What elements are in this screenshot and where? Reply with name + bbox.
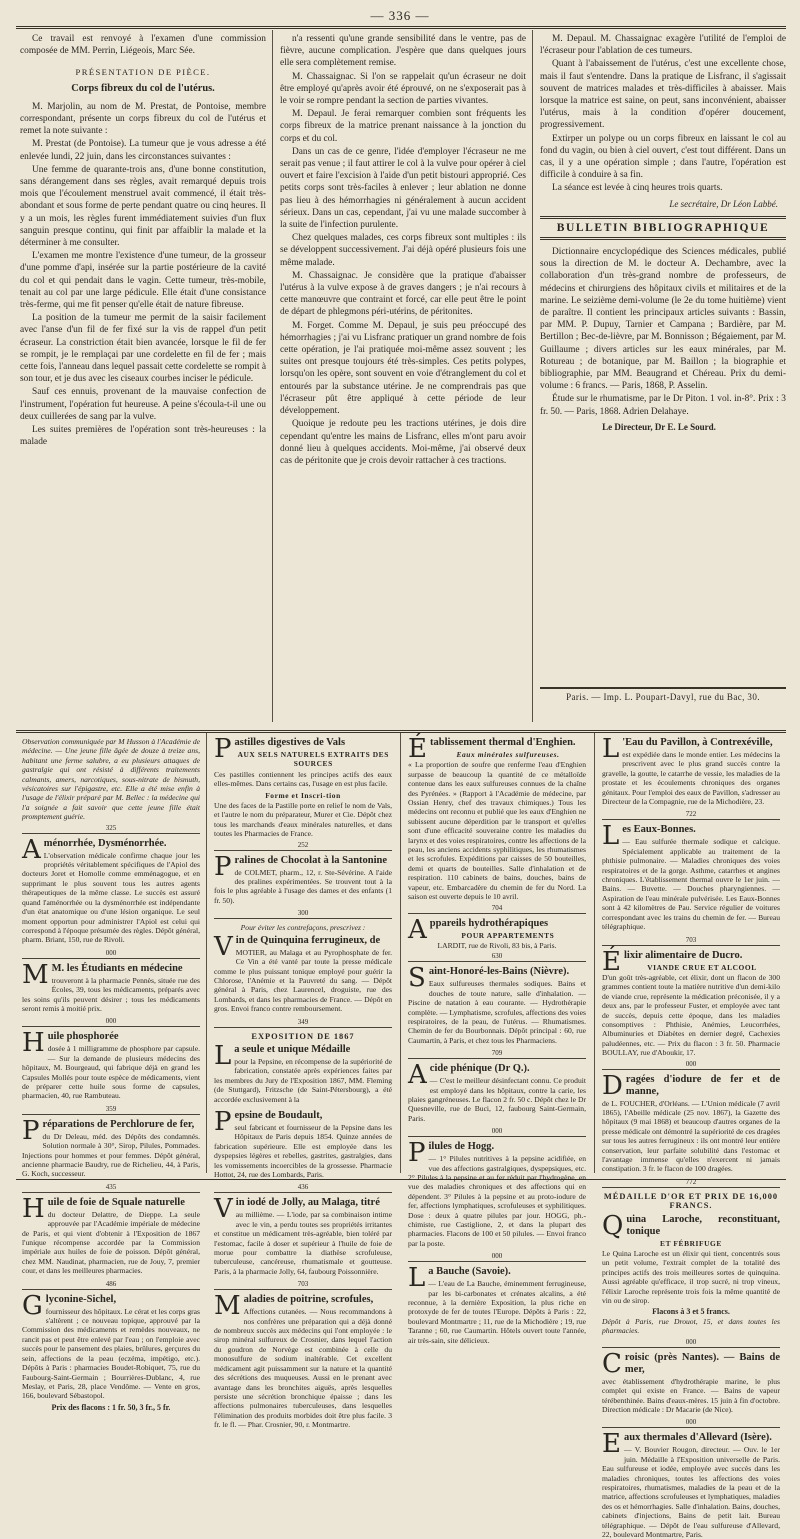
- ad-text: Affections cutanées. — Nous recommandons à nos confrères une préparation qui a déjà donné de nombreux succès aux médecins qui l'ont employée : le sirop minéral sulfureux de Crosnier, dans lequel l'action du goudron de Norvège est combinée à celle du monosulfure de sodium inaltérable. Cet excellent médicament agit puissamment sur la nature et la quantité des sécrétions des muqueuses. Aussi en le prenant avec avantage dans les bronchites aiguës, après lesquelles persiste une sécrétion bronchique épaisse ; dans les affections pulmonaires tuberculeuses, dans lesquelles l'élimination des produits morbides doit être plus facile. 3 fr. le fl. — Phar. Crosnier, 90, r. Montmartre.: [214, 1307, 392, 1430]
- ad-column-3: [408, 734, 586, 1345]
- advertisement: [602, 821, 780, 945]
- paragraph: M. Prestat (de Pontoise). La tumeur que je vous adresse a été enlevée lundi, 22 juin, dans les circonstances suivantes :: [20, 139, 266, 162]
- ad-number: 000: [602, 1060, 780, 1070]
- ad-number: 359: [22, 1105, 200, 1115]
- paragraph: M. Forget. Comme M. Depaul, je suis peu préoccupé des hémorrhagies ; j'ai vu Lisfranc pratiquer un grand nombre de fois cette opération, je l'ai pratiquée moi-même assez souvent ; les suites ont presque toujours été très-simples. Ces petits polypes, lorsqu'on les opère, sont souvent en voie d'étranglement du col et entourés par la substance utérine. Je ne comprendrais pas que l'écraseur pût être appliqué à cette période de leur développement.: [280, 320, 526, 417]
- drop-cap: H: [22, 1193, 45, 1224]
- advertisement: [602, 1070, 780, 1188]
- ad-subheading: AUX SELS NATURELS EXTRAITS DES SOURCES: [237, 750, 389, 769]
- paragraph: M. Chassaignac. Je considère que la pratique d'abaisser l'utérus à la vulve expose à de graves dangers ; je n'ai recours à cette manœuvre que contraint et forcé, car elle peut être le point de départ de phlegmons péri-utérins, de péritonites.: [280, 270, 526, 318]
- drop-cap: A: [22, 834, 41, 865]
- ad-heading: tablissement thermal d'Enghien.: [429, 737, 576, 748]
- advertisement: [408, 734, 586, 914]
- advertisement: [22, 959, 200, 1028]
- ad-column-4: [602, 734, 780, 1539]
- drop-cap: C: [602, 1348, 622, 1379]
- article-column-3: [540, 33, 786, 683]
- ad-text: de L. FOUCHER, d'Orléans. — L'Union médicale (7 avril 1865), l'Abeille médicale (25 nov. 1867), la Gazette des hôpitaux (9 mai 1868) et beaucoup d'autres organes de la presse médicale ont démontré la supériorité de ces dragées sur tous les autres ferrugineux : ils ont montré leur entière conservation, leur parfaite solubilité dans l'estomac et l'avantage immense qu'elles n'exercent ni jamais constipation. 3 fr. le flacon de 100 dragées.: [602, 1098, 780, 1174]
- ad-text: — C'est le meilleur désinfectant connu. Ce produit est employé dans les hôpitaux, contre la carie, les plaies gangréneuses. Le flacon 2 fr. 50 c. Dépôt chez le Dr Quesneville, rue de Buci, 12, faubourg Saint-Germain, Paris.: [408, 1076, 586, 1123]
- ad-heading: a Bauche (Savoie).: [428, 1266, 511, 1278]
- ad-text: Eaux sulfureuses thermales sodiques. Bains et douches de toute nature, salle d'inhalation. — Piscine de natation à eau courante. — Hydrothérapie complète. — Lymphatisme, scrofules, affections des voies respiratoires, de la peau, de l'utérus. — Rhumatismes. Chemin de fer du Bourbonnais. Dépôt principal : 60, rue Caumartin, à Paris, et chez tous les Pharmaciens.: [408, 979, 586, 1045]
- ad-subheading: VIANDE CRUE ET ALCOOL: [647, 962, 757, 972]
- drop-cap: Q: [602, 1210, 624, 1241]
- advertisement: [22, 1193, 200, 1290]
- paragraph: Les suites premières de l'opération sont très-heureuses : la malade: [20, 425, 266, 448]
- advertisement: [602, 946, 780, 1070]
- ad-subheading: Forme et Inscri-tion: [265, 790, 341, 800]
- ad-note: Pour éviter les contrefaçons, prescrivez :: [240, 923, 366, 933]
- section-title: PRÉSENTATION DE PIÈCE.: [75, 67, 211, 78]
- drop-cap: H: [22, 1028, 45, 1059]
- exposition-heading: MÉDAILLE D'OR ET PRIX DE 16,000 FRANCS.: [603, 1191, 779, 1211]
- paragraph: Quant à l'abaissement de l'utérus, c'est une excellente chose, mais il faut s'entendre. Dans la pratique de Lisfranc, il s'agissait souvent de matrices malades et très-difficiles à abaisser. Mais lorsque la matrice est saine, on peut, sans inconvénient, abaisser l'utérus, mais à la condition d'opérer doucement, progressivement.: [540, 59, 786, 131]
- ad-column-2: [214, 734, 392, 1430]
- ad-text: est expédiée dans le monde entier. Les médecins la prescrivent avec le plus grand succès contre la gravelle, la goutte, le catarrhe de vessie, les maladies de la prostate et les écoulements chroniques des organes génitaux. Pour l'emploi des eaux de Pavillon, s'adresser au Directeur de la Compagnie, rue de la Michodière, 23.: [602, 750, 780, 807]
- bibliography-entry: Étude sur le rhumatisme, par le Dr Piton. 1 vol. in-8°. Prix : 3 fr. 50. — Paris, 1868. Adrien Delahaye.: [540, 394, 786, 417]
- ad-text: au millième. — L'iode, par sa combinaison intime avec le vin, a perdu toutes ses propriétés irritantes et constitue un médicament très-agréable, bien toléré par l'estomac, facile à doser et supérieur à l'huile de foie de morue pour combattre la diathèse scrofuleuse, tuberculeuse, cancéreuse, rhumatismale et goutteuse. Paris, à la pharmacie Jolly, 64, faubourg Poissonnière.: [214, 1210, 392, 1276]
- ad-number: 436: [214, 1183, 392, 1193]
- column-rule: [272, 30, 273, 722]
- ad-heading: aux thermales d'Allevard (Isère).: [623, 1432, 772, 1444]
- paragraph: Dans un cas de ce genre, l'idée d'employer l'écraseur ne me serait pas venue ; il faut attirer le col à la vulve pour opérer à ciel ouvert et faire l'excision à l'aide d'un petit bistouri approprié. Ces petits corps sont très-faciles à enlever ; leur ablation ne donne pas lieu à des hémorrhagies ni généralement à aucun accident sérieux. Dans un cas, cependant, j'ai vu une malade succomber à la suite de l'infection purulente.: [280, 146, 526, 231]
- drop-cap: M: [22, 959, 49, 990]
- ad-text: — Eau sulfurée thermale sodique et calcique. Spécialement applicable au traitement de la phthisie pulmonaire. — Maladies chroniques des voies respiratoires et de la gorge. Asthme, catarrhes et angines chroniques. L'établissement thermal ouvre le 1er juin. — Bains. — Buvette. — Douches pharyngiennes. — Aspiration de l'eau minérale pulvérisée. Les Eaux-Bonnes sont à 42 kilomètres de Pau. Service régulier de voitures correspondant avec les trains du chemin de fer. — Bureau télégraphique.: [602, 837, 780, 932]
- ad-number: 300: [214, 909, 392, 919]
- exposition-heading: EXPOSITION DE 1867: [251, 1031, 355, 1041]
- ad-text: — L'eau de La Bauche, éminemment ferrugineuse, par les bi-carbonates et crénates alcalins, a été reconnue, à la dernière Exposition, la plus riche en protoxyde de fer de toutes l'Europe. Dépôts à Paris : 22, boulevard Montmartre ; 11, rue de la Michodière ; 19, rue Taranne ; 60, rue Caumartin. Hôtels ouvert toute l'année, air très-sain, site délicieux.: [408, 1279, 586, 1345]
- director-signature: Le Directeur, Dr E. Le Sourd.: [602, 421, 716, 432]
- drop-cap: A: [408, 1060, 427, 1091]
- advertisement: [22, 1290, 200, 1412]
- advertisement: [214, 1040, 392, 1106]
- ad-number: 000: [408, 1127, 586, 1137]
- section-subtitle: Corps fibreux du col de l'utérus.: [71, 82, 215, 94]
- advertisement: [408, 963, 586, 1059]
- advertisement: [214, 851, 392, 920]
- advertisement: [408, 914, 586, 963]
- paragraph: M. Chassaignac. Si l'on se rappelait qu'un écraseur ne doit être employé qu'après avoir été éprouvé, on ne s'exposerait pas à le voir se rompre pendant la section de parties vivantes.: [280, 71, 526, 107]
- ad-number: 435: [22, 1183, 200, 1193]
- paragraph: La position de la tumeur me permit de la saisir facilement avec l'anse d'un fil de fer fixé sur la vis de rappel d'un petit écraseur. La constriction était bien avancée, lorsque le fil de fer se rompit, je le remplaçai par une cordelette en fil de fer ; mais cette fois, l'anneau dans lequel passait cette cordelette se rompit à son tour, et je dus avec les ciseaux courbes inciser le pédicule.: [20, 313, 266, 385]
- ad-number: 703: [214, 1280, 392, 1290]
- ad-text: D'un goût très-agréable, cet élixir, dont un flacon de 300 grammes contient toute la matière nutritive d'un demi-kilo de viande crue, représente la médication préconisée, il y a deux ans, par le professeur Fuster, et employée avec tant de succès, depuis cette époque, dans les maladies consomptives : Phthisie, Anémies, Leucorrhées, Albuminuries et Diabètes en dernier degré, Cachexies paludéennes, etc. — Prix du flacon : 3 fr. 50. Pharmacie BOULLAY, rue d'Aboukir, 17.: [602, 972, 780, 1058]
- ad-subheading: Eaux minérales sulfureuses.: [456, 750, 560, 759]
- ad-text: L'observation médicale confirme chaque jour les propriétés véritablement spécifiques de l'Apiol des docteurs Joret et Homolle comme emménagogue, et en supprimant le plus souvent tous les autres agents thérapeutiques de la même classe. Le succès est assuré quand l'aménorrhée ou la dysménorrhée est indépendante d'un état anatomique ou d'une lésion organique. Le seul moment opportun pour administrer l'Apiol est celui qui correspond à l'époque présumée des règles. Dépôt général, pharm. Briant, 150, rue de Rivoli.: [22, 850, 200, 945]
- drop-cap: E: [602, 1429, 621, 1460]
- advertisement: [214, 1106, 392, 1193]
- ad-price: Prix des flacons : 1 fr. 50, 3 fr., 5 fr.: [51, 1402, 171, 1412]
- ad-text: du Dr Deleau, méd. des Dépôts des condamnés. Solution normale à 30°, Sirop, Pilules, Pommades. Injections pour hommes et pour femmes. Dépôt général, ancienne pharmacie Baudry, rue de Richelieu, 44, à Paris, G. Koch, successeur.: [22, 1131, 200, 1179]
- ad-text: Observation communiquée par M Husson à l'Académie de médecine. — Une jeune fille âgée de douze à treize ans, habitant une ferme salubre, a eu plusieurs attaques de gastralgie qui ont résisté à différents traitements calmants, amers, narcotiques, sous-nitrate de bismuth, vésicatoires sur l'épigastre, etc. Elle a été mise enfin à l'usage de l'élixir préparé par M. Bellec : la médecine qui l'a soignée a fait savoir que cette jeune fille était promptement guérie.: [22, 737, 200, 822]
- ad-heading: lyconine-Sichel,: [45, 1293, 117, 1305]
- advertisement: [214, 734, 392, 851]
- advertisement: [214, 1291, 392, 1430]
- paragraph: M. Marjolin, au nom de M. Prestat, de Pontoise, membre correspondant, présente un corps fibreux du col de l'utérus et remet la note suivante :: [20, 101, 266, 137]
- ad-number: 325: [22, 824, 200, 834]
- ad-number: 486: [22, 1280, 200, 1290]
- article-column-1: [20, 33, 266, 733]
- ad-number: 349: [214, 1018, 392, 1028]
- ad-number: 722: [602, 810, 780, 820]
- paragraph: L'examen me montre l'existence d'une tumeur, de la grosseur d'une pomme d'api, insérée sur la partie postérieure de la cavité du col et qui pendait dans le vagin. Cette tumeur, très-mobile, tenait au col par une large pédicule. Elle était d'une consistance très-ferme, qui me fit penser qu'elle était de nature fibreuse.: [20, 251, 266, 311]
- paragraph: M. Depaul. Je ferai remarquer combien sont fréquents les corps fibreux de la matrice prenant naissance à la jonction du corps et du col.: [280, 109, 526, 144]
- ad-heading: M. les Étudiants en médecine: [51, 962, 183, 974]
- ad-text: — V. Bouvier Rougon, directeur. — Ouv. le 1er juin. Médaille à l'Exposition universelle de Paris. Eau sulfureuse et iodée, employée avec succès dans les maladies chroniques, toutes les affections des voies respiratoires, rhumatismes, maladies de la peau et de la matrice, affections scrofuleuses et lymphatiques, maladies des os et hémorrhagies. Salle d'inhalation. Bains, douches, cabinets d'injections, Bains de petit lait. Bureau télégraphique. — Dépôt de l'eau sulfureuse d'Allevard, 22, boulevard Montmartre, Paris.: [602, 1445, 780, 1539]
- paragraph: Extirper un polype ou un corps fibreux en laissant le col au fond du vagin, ou bien à ciel ouvert, c'est tout différent. Dans un cas, il y a une opération simple ; dans l'autre, l'opération est difficile à conduire à sa fin.: [540, 133, 786, 181]
- ad-heading: uile de foie de Squale naturelle: [47, 1196, 185, 1208]
- drop-cap: L: [408, 1263, 426, 1294]
- ad-text: MOTIER, au Malaga et au Pyrophosphate de fer. Ce Vin a été vanté par toute la presse médicale comme le plus puissant tonique employé pour guérir la Chlorose, l'Anémie et la Pauvreté du sang. — Dépôt général à Paris, chez Laurencel, droguiste, rue des Lombards, et dans les pharmacies de France. — Dépôt en gros. Envoi franco contre remboursement.: [214, 947, 392, 1014]
- advertisement: [22, 1028, 200, 1114]
- drop-cap: A: [408, 914, 427, 945]
- ad-text: Une des faces de la Pastille porte en relief le nom de Vals, et l'autre le nom du préparateur, Murer et Cie. Dépôt chez tous les marchands d'eaux minérales naturelles, et dans toutes les Pharmacies de France.: [214, 801, 392, 839]
- advertisement: [408, 1138, 586, 1262]
- drop-cap: D: [602, 1070, 623, 1101]
- ad-heading: ilules de Hogg.: [428, 1141, 495, 1153]
- ad-subheading: POUR APPARTEMENTS: [461, 930, 555, 940]
- advertisement: [22, 1115, 200, 1193]
- advertisement: [22, 834, 200, 959]
- column-rule: [532, 30, 533, 722]
- ad-heading: in de Quinquina ferrugineux, de: [235, 934, 381, 946]
- ad-number: 000: [22, 949, 200, 959]
- ad-text: de COLMET, pharm., 12, r. Ste-Sévérine. A l'aide des pralines expérimentées. Se trouvent tout à la fois le plus agréable à l'usage des dames et des enfants (1 fr. 50).: [214, 867, 392, 905]
- drop-cap: G: [22, 1290, 43, 1321]
- ad-price: Flacons à 3 et 5 francs.: [652, 1307, 730, 1317]
- ad-column-rule: [400, 733, 401, 1173]
- ad-heading: ragées d'iodure de fer et de manne,: [625, 1073, 780, 1097]
- session-closing: La séance est levée à cinq heures trois quarts.: [552, 183, 723, 194]
- ad-heading: aladies de poitrine, scrofules,: [243, 1294, 374, 1306]
- ad-text: du docteur Delattre, de Dieppe. La seule approuvée par l'Académie impériale de médecine de Paris, et qui vient d'obtenir à l'Exposition de 1867 l'unique récompense accordée par la Commission impériale aux huiles de foie de poisson. Dépôt général, chez MM. Naudinat, pharmacien, rue de Jouy, 7, premier cour, et dans les meilleures pharmacies.: [22, 1209, 200, 1276]
- ad-text: seul fabricant et fournisseur de la Pepsine dans les Hôpitaux de Paris depuis 1854. Quinze années de fabrication supérieure. Elle est employée dans les dyspepsies légères et rebelles, gastrites, gastralgies, dans les vomissements incoercibles de la grossesse. Pharmacie Hottot, 24, rue des Lombards, Paris.: [214, 1122, 392, 1179]
- paragraph: Une femme de quarante-trois ans, d'une bonne constitution, sans dérangement dans ses règles, avait remarqué depuis trois mois que l'écoulement menstruel avait commencé, il était très-abondant et sous forme de perte pendant quatre ou cinq heures. Il y a un mois, les règles furent immédiatement suivies d'un flux sanguin presque continu, qui finit par affaiblir la malade et la déterminer à me consulter.: [20, 164, 266, 249]
- advertisement: [408, 1263, 586, 1345]
- ad-heading: uile phosphorée: [47, 1031, 119, 1043]
- bibliography-entry: Dictionnaire encyclopédique des Sciences médicales, publié sous la direction de M. le docteur A. Dechambre, avec la collaboration d'un très-grand nombre de professeurs, de médecins et chirurgiens des hôpitaux civils et militaires et de la marine. Le seizième demi-volume (le 2e du tome huitième) vient de paraître. Il contient les principaux articles suivants : Bassin, par MM. P. Dupuy, Tarnier et Campana ; Bardière, par M. Bertillon ; Bec-de-lièvre, par M. Bonnisson ; Bégaiement, par M. Guillaume ; divers articles sur les eaux minérales, par M. Rotureau ; de botanique, par M. Baillon ; la biographie et bibliographie, par MM. Beaugrand et Chéreau. Prix du demi-volume : 6 francs. — Paris, 1868, P. Asselin.: [540, 247, 786, 392]
- drop-cap: É: [602, 946, 621, 977]
- ad-number: 000: [602, 1418, 780, 1428]
- ad-number: 000: [408, 1252, 586, 1262]
- ad-text: trouveront à la pharmacie Pennès, située rue des Écoles, 39, tous les médicaments, préparés avec les soins qu'ils peuvent désirer ; tous les médicaments seront remis à moitié prix.: [22, 975, 200, 1013]
- ad-heading: réparations de Perchlorure de fer,: [42, 1118, 195, 1130]
- ad-text: pour la Pepsine, en récompense de la supériorité de fabrication, constatée après expériences faites par les membres du Jury de l'Exposition 1867, MM. Fleming (de Stuttgard), Fritzsche (de Saint-Pétersbourg), a été accordée exclusivement à la: [214, 1056, 392, 1104]
- paragraph: Chez quelques malades, ces corps fibreux sont multiples : ils se développent successivement. J'ai déjà opéré plusieurs fois une même malade.: [280, 233, 526, 268]
- ad-number: 000: [22, 1017, 200, 1027]
- ad-heading: in iodé de Jolly, au Malaga, titré: [235, 1197, 380, 1209]
- ad-text: dosée à 1 milligramme de phosphore par capsule. — Sur la demande de plusieurs médecins des hôpitaux, M. Bourgeaud, qui fabrique déjà en grand les Capsules Mollés pour toute espèce de médicaments, vient de préparer cette huile sous forme de capsules, pharmacien, 40, rue Rambuteau.: [22, 1044, 200, 1101]
- ad-column-1: [22, 737, 200, 1412]
- advertisement: [602, 734, 780, 820]
- ad-text: Le Quina Laroche est un élixir qui tient, concentrés sous un petit volume, l'extrait complet de la totalité des principes actifs des trois meilleures sortes de quinquina. Aussi agréable qu'efficace, il trop sucré, ni trop vineux, l'élixir Laroche représente trois fois la même quantité de vin ou de sirop.: [602, 1249, 780, 1306]
- ad-number: 252: [214, 841, 392, 851]
- drop-cap: V: [214, 931, 233, 962]
- page-number: — 336 —: [370, 8, 430, 23]
- ad-heading: ppareils hydrothérapiques: [429, 917, 549, 929]
- ad-heading: ménorrhée, Dysménorrhée.: [43, 837, 167, 849]
- paragraph: Sauf ces ennuis, provenant de la mauvaise confection de l'instrument, l'opération fut heureuse. A peine s'écoula-t-il une ou deux cuillerées de sang par la vulve.: [20, 387, 266, 422]
- advertisement: [214, 1194, 392, 1290]
- advertisement: [602, 1210, 780, 1348]
- printer-imprint: Paris. — Imp. L. Poupart-Davyl, rue du Bac, 30.: [540, 687, 786, 702]
- ad-text: LARDIT, rue de Rivoli, 83 bis, à Paris.: [437, 940, 557, 950]
- drop-cap: P: [214, 734, 232, 764]
- paragraph: M. Depaul. M. Chassaignac exagère l'utilité de l'emploi de l'écraseur pour l'ablation de ces tumeurs.: [540, 34, 786, 57]
- drop-cap: P: [408, 1138, 426, 1169]
- advertisement: [602, 1348, 780, 1429]
- ad-number: 630: [408, 952, 586, 962]
- drop-cap: L: [602, 821, 620, 852]
- ad-heading: cide phénique (Dr Q.).: [429, 1063, 530, 1075]
- ad-number: 703: [602, 936, 780, 946]
- drop-cap: P: [214, 1106, 232, 1137]
- ad-heading: ralines de Chocolat à la Santonine: [234, 854, 388, 866]
- drop-cap: P: [214, 851, 232, 882]
- ad-column-rule: [594, 733, 595, 1173]
- drop-cap: É: [408, 734, 427, 764]
- commission-intro: Ce travail est renvoyé à l'examen d'une commission composée de MM. Perrin, Liégeois, Marc Sée.: [20, 34, 266, 57]
- ad-heading: es Eaux-Bonnes.: [622, 824, 696, 836]
- drop-cap: S: [408, 963, 426, 994]
- drop-cap: P: [22, 1115, 40, 1146]
- ad-subheading: ET FÉBRIFUGE: [660, 1238, 722, 1248]
- ad-heading: lixir alimentaire de Ducro.: [623, 949, 743, 961]
- article-column-2: [280, 33, 526, 733]
- ad-heading: roisic (près Nantes). — Bains de mer,: [624, 1351, 780, 1375]
- ad-heading: a seule et unique Médaille: [234, 1043, 351, 1055]
- ad-heading: aint-Honoré-les-Bains (Nièvre).: [428, 966, 570, 978]
- advertisement: [408, 1060, 586, 1137]
- ad-text: Ces pastilles contiennent les principes actifs des eaux elles-mêmes. Dans certains cas, l'usage en est plus facile.: [214, 769, 392, 789]
- paragraph: n'a ressenti qu'une grande sensibilité dans le ventre, pas de fièvre, aucune complication. J'espère que dans quelques jours elle sera complètement remise.: [280, 34, 526, 69]
- ad-number: 704: [408, 904, 586, 914]
- drop-cap: V: [214, 1194, 233, 1225]
- ad-column-rule: [206, 733, 207, 1173]
- drop-cap: M: [214, 1291, 241, 1322]
- ad-text: — 1° Pilules nutritives à la pepsine acidifiée, en vue des affections gastralgiques, dyspepsiques, etc. 2° Pilules à la pepsine et au fer réduit par l'hydrogène, en vue des maladies chroniques et des affections qui en dépendent. 3° Pilules à la pepsine et au proto-iodure de fer, affections lymphatiques, scrofuleuses et syphilitiques. Dose : deux à quatre pilules par jour. HOGG, ph.-chimiste, rue Castiglione, 2, et dans la plupart des pharmacies. Flacons de 100 et 50 pilules. — Envoi franco par la poste.: [408, 1154, 586, 1248]
- advertisement: [214, 931, 392, 1028]
- advertisement: [22, 737, 200, 834]
- ad-text: fournisseur des hôpitaux. Le cérat et les corps gras s'altèrent ; ce nouveau topique, approuvé par la Commission des médicaments et remèdes nouveaux, ne rancit pas et peut être enlevé par l'eau ; on l'emploie avec succès pour le pansement des plaies, brûlures, gerçures du sein, affections de la peau (eczéma, impétigo, etc.). Dépôts à Paris : pharmacies Boudet-Robiquet, 75, rue du Faubourg-Saint-Germain ; Bourrières-Dublanc, 4, rue Meslay, et Paris, 28, place Vendôme. — Vente en gros, 166, boulevard Sébastopol.: [22, 1306, 200, 1401]
- ad-number: 000: [602, 1338, 780, 1348]
- ad-heading: uina Laroche, reconstituant, tonique: [626, 1213, 780, 1237]
- ad-number: 772: [602, 1178, 780, 1188]
- drop-cap: L: [602, 734, 620, 764]
- ad-heading: epsine de Boudault,: [234, 1109, 323, 1121]
- drop-cap: L: [214, 1040, 232, 1071]
- ad-text: avec établissement d'hydrothérapie marine, le plus complet qui existe en France. — Bains de vapeur térébenthinée. Bains d'eaux-mères. 15 juin à fin d'octobre. Direction médicale : Dr Macarie (de Nice).: [602, 1376, 780, 1414]
- bulletin-title: BULLETIN BIBLIOGRAPHIQUE: [540, 216, 786, 240]
- ad-text: « La proportion de soufre que renferme l'eau d'Enghien surpasse de beaucoup la quantité de ce métalloïde contenue dans les eaux sulfureuses connues de la chaîne des Pyrénées. » (Rapport à l'Académie de médecine, par Ossian Henry, chef des travaux chimiques.) Tous les médecins ont reconnu et publié que les eaux d'Enghien ne subissent aucune déperdition par le transport et qu'elles sont d'une efficacité souveraine contre les maladies du larynx et des voies respiratoires, contre les affections de la peau, les anciens accidents syphilitiques, les rhumatismes et les scrofules. Expéditions par caisses de 50 bouteilles, demi et quarts de bouteilles. Salle d'inhalation et de respiration. 110 cabinets de bains, douches, bains de vapeur, etc. Embarcadère du chemin de fer du Nord. La saison est ouverte depuis le 10 avril.: [408, 760, 586, 902]
- ad-heading: 'Eau du Pavillon, à Contrexéville,: [622, 737, 773, 748]
- paragraph: Quoique je redoute peu les tractions utérines, je dois dire cependant qu'entre les mains de Lisfranc, elles m'ont paru avoir donné lieu à quelques accidents. Moi-même, j'ai observé deux cas de péritonite que je crois devoir rattacher à ces tractions.: [280, 419, 526, 466]
- ad-text: Dépôt à Paris, rue Drouot, 15, et dans toutes les pharmacies.: [602, 1316, 780, 1336]
- ad-number: 709: [408, 1049, 586, 1059]
- ad-heading: astilles digestives de Vals: [234, 737, 346, 748]
- secretary-signature: Le secrétaire, Dr Léon Labbé.: [669, 198, 778, 209]
- advertisement: [602, 1429, 780, 1539]
